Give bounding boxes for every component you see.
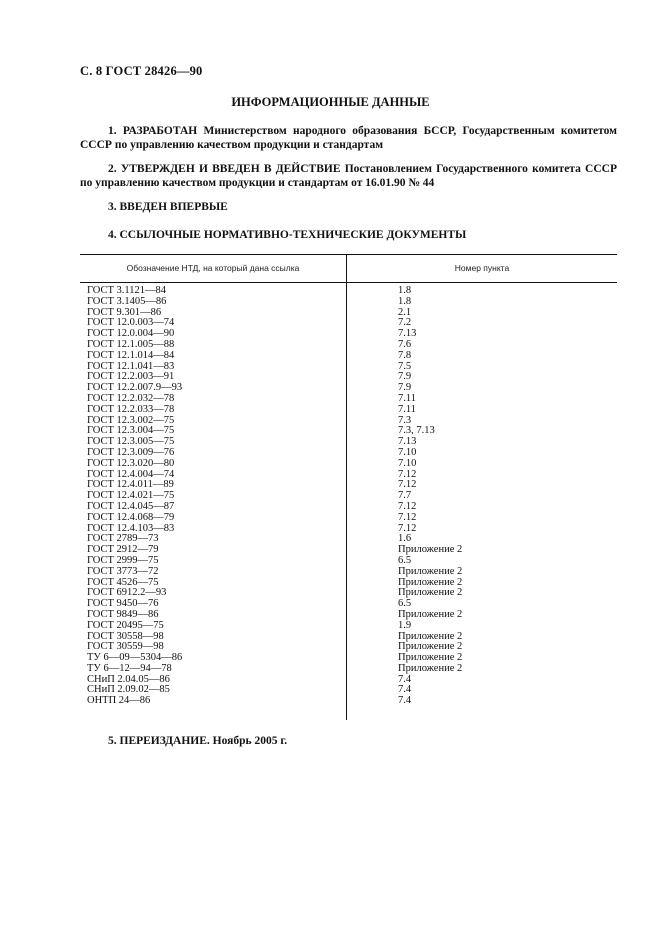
- clause-number: 7.9: [398, 382, 412, 394]
- ntd-designation: ГОСТ 20495—75: [87, 619, 164, 631]
- ntd-designation: ТУ 6—12—94—78: [87, 662, 172, 674]
- clause-number: 7.13: [398, 436, 417, 448]
- section-introduced: 3. ВВЕДЕН ВПЕРВЫЕ: [108, 201, 228, 213]
- section-approved: 2. УТВЕРЖДЕН И ВВЕДЕН В ДЕЙСТВИЕ Постановлением Государственного комитета СССР по управлению качеством продукции и стандартам от 16.01.90 № 44: [80, 163, 617, 189]
- table-row: [80, 534, 617, 545]
- clause-number: 7.12: [398, 522, 417, 534]
- clause-number: 7.3: [398, 414, 412, 426]
- table-row: [80, 297, 617, 308]
- ntd-designation: ГОСТ 12.1.005—88: [87, 338, 175, 350]
- clause-number: 7.6: [398, 338, 412, 350]
- ntd-designation: ТУ 6—09—5304—86: [87, 652, 183, 664]
- ntd-designation: ГОСТ 12.2.007.9—93: [87, 382, 183, 394]
- ntd-designation: ГОСТ 12.3.009—76: [87, 446, 175, 458]
- clause-number: 7.8: [398, 349, 412, 361]
- clause-number: 7.10: [398, 457, 417, 469]
- clause-number: 7.5: [398, 360, 412, 372]
- clause-number: 1.8: [398, 285, 412, 296]
- ntd-designation: ГОСТ 2999—75: [87, 554, 159, 566]
- ntd-designation: ГОСТ 12.3.002—75: [87, 414, 175, 426]
- table-body: [80, 286, 617, 707]
- table-header-rule: [80, 282, 617, 283]
- ntd-designation: ГОСТ 9450—76: [87, 598, 159, 610]
- ntd-designation: ГОСТ 30558—98: [87, 630, 164, 642]
- ntd-designation: ГОСТ 12.3.020—80: [87, 457, 175, 469]
- table-row: [80, 567, 617, 578]
- ntd-designation: ГОСТ 2789—73: [87, 533, 159, 545]
- table-row: [80, 599, 617, 610]
- ntd-designation: ГОСТ 12.4.021—75: [87, 490, 175, 502]
- clause-number: 1.6: [398, 533, 412, 545]
- ntd-designation: ГОСТ 12.2.032—78: [87, 392, 175, 404]
- clause-number: 7.2: [398, 317, 412, 329]
- clause-number: 6.5: [398, 598, 412, 610]
- column-header-ntd: Обозначение НТД, на который дана ссылка: [126, 263, 300, 273]
- clause-number: Приложение 2: [398, 608, 463, 620]
- clause-number: 7.12: [398, 511, 417, 523]
- table-row: [80, 351, 617, 362]
- ntd-designation: ГОСТ 12.0.003—74: [87, 317, 175, 329]
- table-row: [80, 588, 617, 599]
- clause-number: 7.10: [398, 446, 417, 458]
- ntd-designation: ГОСТ 4526—75: [87, 576, 159, 588]
- clause-number: 7.4: [398, 673, 412, 685]
- table-top-rule: [80, 254, 617, 255]
- ntd-designation: ГОСТ 9849—86: [87, 608, 159, 620]
- table-row: [80, 524, 617, 535]
- ntd-designation: ГОСТ 12.0.004—90: [87, 328, 175, 340]
- table-row: [80, 696, 617, 707]
- clause-number: 7.12: [398, 468, 417, 480]
- ntd-designation: ГОСТ 12.4.011—89: [87, 479, 174, 491]
- clause-number: 7.13: [398, 328, 417, 340]
- ntd-designation: ГОСТ 12.3.005—75: [87, 436, 175, 448]
- table-row: [80, 545, 617, 556]
- ntd-designation: СНиП 2.09.02—85: [87, 684, 170, 696]
- ntd-designation: ОНТП 24—86: [87, 695, 151, 707]
- clause-number: 7.7: [398, 490, 412, 502]
- table-row: [80, 556, 617, 567]
- ntd-designation: ГОСТ 3773—72: [87, 565, 159, 577]
- ntd-designation: ГОСТ 9.301—86: [87, 306, 162, 318]
- table-row: [80, 405, 617, 416]
- clause-number: Приложение 2: [398, 544, 463, 556]
- clause-number: 2.1: [398, 306, 412, 318]
- clause-number: 7.12: [398, 500, 417, 512]
- clause-number: Приложение 2: [398, 641, 463, 653]
- ntd-designation: ГОСТ 6912.2—93: [87, 587, 167, 599]
- ntd-designation: ГОСТ 12.4.045—87: [87, 500, 175, 512]
- table-row: [80, 621, 617, 632]
- ntd-designation: ГОСТ 12.2.003—91: [87, 371, 175, 383]
- clause-number: 7.11: [398, 403, 416, 415]
- ntd-designation: ГОСТ 12.4.004—74: [87, 468, 175, 480]
- ntd-designation: ГОСТ 12.1.014—84: [87, 349, 175, 361]
- clause-number: 6.5: [398, 554, 412, 566]
- page-header: С. 8 ГОСТ 28426—90: [80, 64, 203, 78]
- ntd-designation: ГОСТ 12.4.068—79: [87, 511, 175, 523]
- ntd-designation: ГОСТ 12.1.041—83: [87, 360, 175, 372]
- clause-number: Приложение 2: [398, 576, 463, 588]
- column-header-clause: Номер пункта: [454, 263, 510, 273]
- section-developed: 1. РАЗРАБОТАН Министерством народного образования БССР, Государственным комитетом СССР по управлению качеством продукции и стандартам: [80, 125, 617, 151]
- clause-number: Приложение 2: [398, 587, 463, 599]
- ntd-designation: ГОСТ 2912—79: [87, 544, 159, 556]
- clause-number: Приложение 2: [398, 662, 463, 674]
- ntd-designation: ГОСТ 12.2.033—78: [87, 403, 175, 415]
- table-row: [80, 685, 617, 696]
- ntd-designation: ГОСТ 30559—98: [87, 641, 164, 653]
- ntd-designation: ГОСТ 3.1405—86: [87, 295, 167, 307]
- clause-number: 7.4: [398, 695, 412, 707]
- section-reference-docs: 4. ССЫЛОЧНЫЕ НОРМАТИВНО-ТЕХНИЧЕСКИЕ ДОКУМЕНТЫ: [108, 229, 467, 241]
- table-row: [80, 513, 617, 524]
- section-reissue: 5. ПЕРЕИЗДАНИЕ. Ноябрь 2005 г.: [108, 735, 288, 747]
- clause-number: 7.9: [398, 371, 412, 383]
- ntd-designation: ГОСТ 3.1121—84: [87, 285, 167, 296]
- document-heading: ИНФОРМАЦИОННЫЕ ДАННЫЕ: [231, 95, 430, 109]
- clause-number: Приложение 2: [398, 652, 463, 664]
- clause-number: 1.8: [398, 295, 412, 307]
- clause-number: Приложение 2: [398, 630, 463, 642]
- clause-number: 7.12: [398, 479, 417, 491]
- ntd-designation: СНиП 2.04.05—86: [87, 673, 170, 685]
- clause-number: 7.11: [398, 392, 416, 404]
- ntd-designation: ГОСТ 12.4.103—83: [87, 522, 175, 534]
- clause-number: 7.3, 7.13: [398, 425, 435, 437]
- clause-number: 1.9: [398, 619, 412, 631]
- table-row: [80, 459, 617, 470]
- ntd-designation: ГОСТ 12.3.004—75: [87, 425, 175, 437]
- clause-number: 7.4: [398, 684, 412, 696]
- clause-number: Приложение 2: [398, 565, 463, 577]
